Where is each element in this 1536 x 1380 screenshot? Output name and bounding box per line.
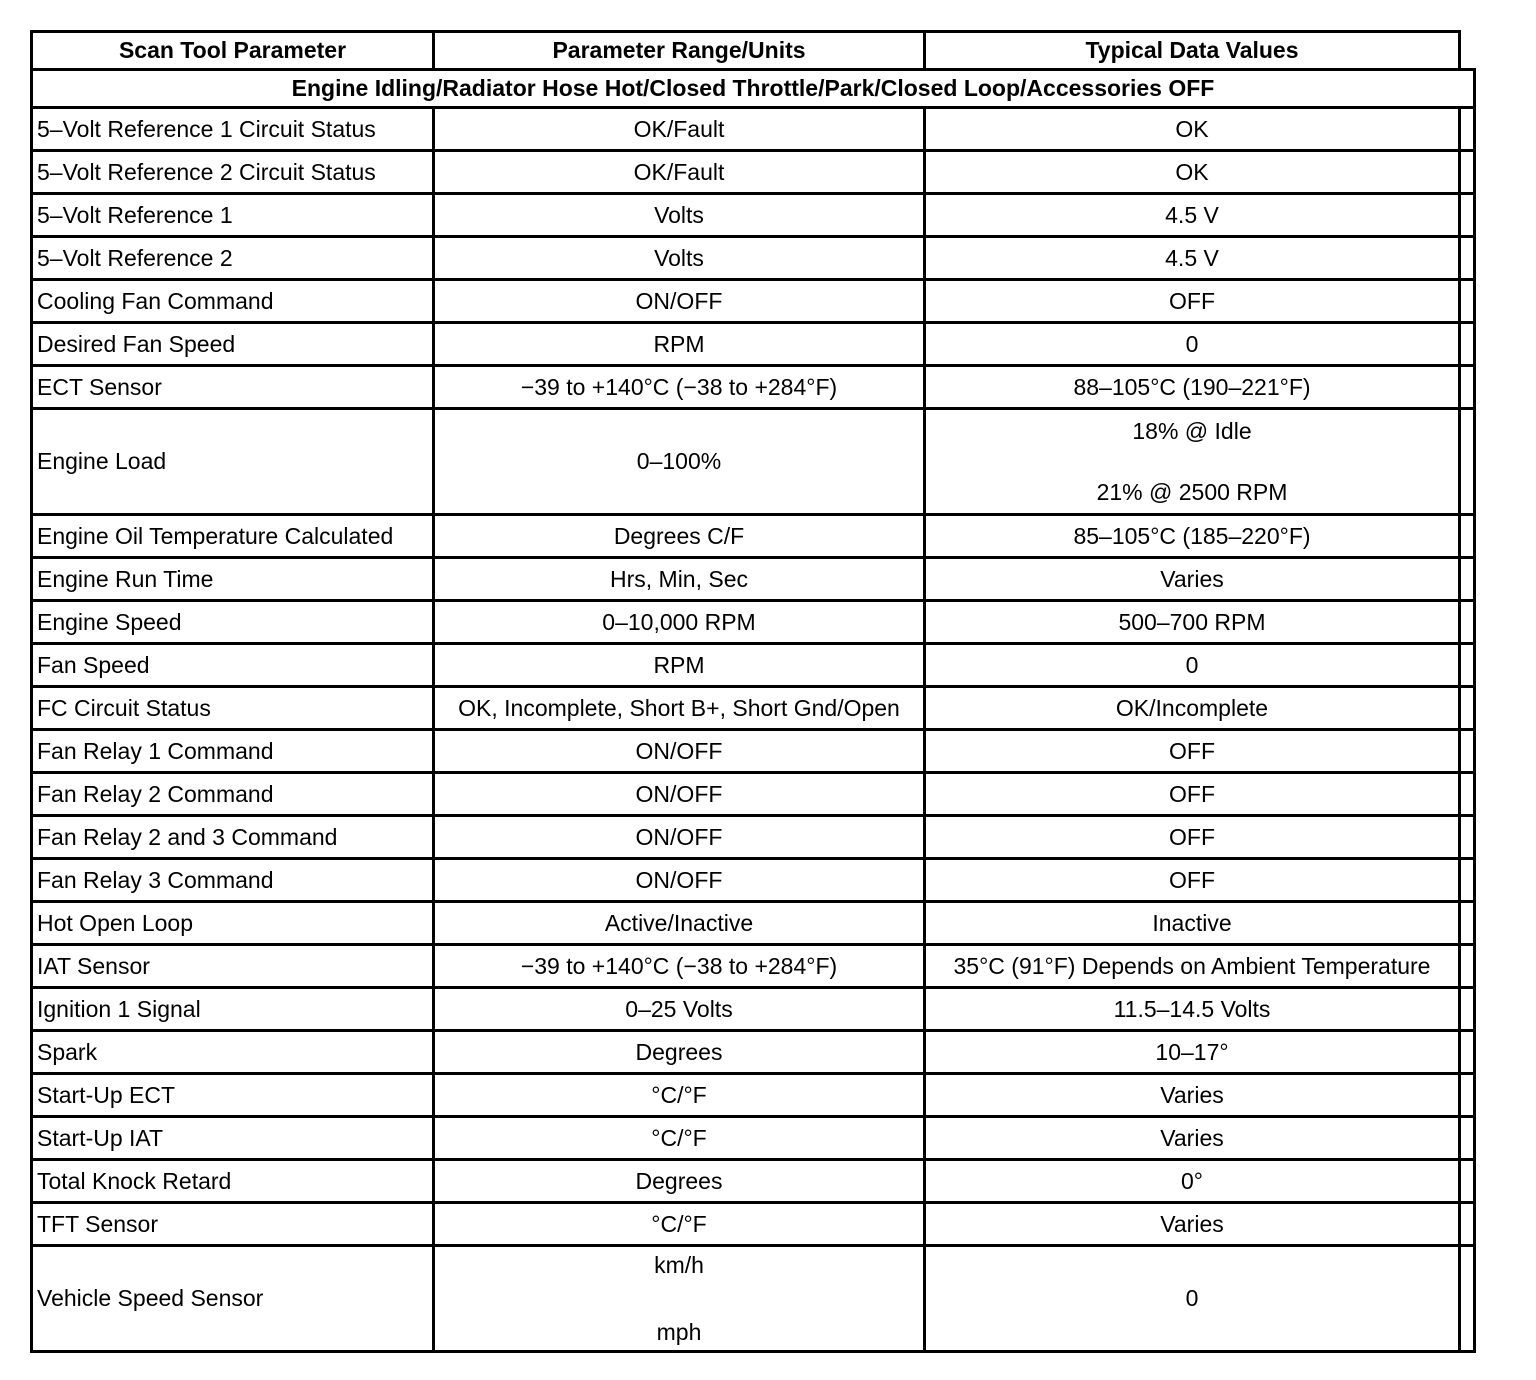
cell-spacer bbox=[1460, 108, 1475, 151]
cell-typical: OK/Incomplete bbox=[925, 687, 1460, 730]
range-line: mph bbox=[656, 1318, 702, 1345]
table-row bbox=[32, 1246, 1475, 1352]
cell-typical: OK bbox=[925, 108, 1460, 151]
table-row bbox=[32, 773, 1475, 816]
cell-range bbox=[434, 1246, 925, 1352]
table-row bbox=[32, 859, 1475, 902]
cell-range: °C/°F bbox=[434, 1117, 925, 1160]
cell-parameter: Start-Up IAT bbox=[32, 1117, 434, 1160]
condition-row bbox=[32, 70, 1475, 108]
table-row bbox=[32, 1074, 1475, 1117]
cell-parameter: Engine Load bbox=[32, 409, 434, 515]
cell-spacer bbox=[1460, 1031, 1475, 1074]
table-row bbox=[32, 409, 1475, 515]
cell-parameter: Start-Up ECT bbox=[32, 1074, 434, 1117]
cell-parameter: Spark bbox=[32, 1031, 434, 1074]
cell-range: ON/OFF bbox=[434, 280, 925, 323]
cell-spacer bbox=[1460, 1203, 1475, 1246]
cell-typical: 0 bbox=[925, 1246, 1460, 1352]
cell-spacer bbox=[1460, 730, 1475, 773]
table-row bbox=[32, 366, 1475, 409]
cell-range: RPM bbox=[434, 644, 925, 687]
cell-parameter: Fan Relay 1 Command bbox=[32, 730, 434, 773]
table-row bbox=[32, 601, 1475, 644]
cell-parameter: Fan Relay 3 Command bbox=[32, 859, 434, 902]
cell-parameter: Engine Speed bbox=[32, 601, 434, 644]
table-row bbox=[32, 1160, 1475, 1203]
cell-typical: Inactive bbox=[925, 902, 1460, 945]
cell-range: Hrs, Min, Sec bbox=[434, 558, 925, 601]
typical-multiline bbox=[926, 418, 1458, 506]
table-row bbox=[32, 151, 1475, 194]
scan-tool-data-table bbox=[30, 30, 1476, 1353]
table-row bbox=[32, 108, 1475, 151]
table-row bbox=[32, 558, 1475, 601]
cell-typical: OFF bbox=[925, 859, 1460, 902]
cell-range: Degrees C/F bbox=[434, 515, 925, 558]
cell-parameter: 5–Volt Reference 1 bbox=[32, 194, 434, 237]
cell-typical: Varies bbox=[925, 1074, 1460, 1117]
cell-spacer bbox=[1460, 988, 1475, 1031]
cell-typical: OFF bbox=[925, 773, 1460, 816]
cell-spacer bbox=[1460, 902, 1475, 945]
cell-range: OK/Fault bbox=[434, 108, 925, 151]
cell-spacer bbox=[1460, 323, 1475, 366]
range-line: km/h bbox=[654, 1251, 704, 1278]
cell-spacer bbox=[1460, 945, 1475, 988]
cell-typical bbox=[925, 409, 1460, 515]
cell-spacer bbox=[1460, 816, 1475, 859]
table-row bbox=[32, 988, 1475, 1031]
cell-typical: 85–105°C (185–220°F) bbox=[925, 515, 1460, 558]
cell-parameter: Fan Speed bbox=[32, 644, 434, 687]
table-row bbox=[32, 194, 1475, 237]
cell-range: ON/OFF bbox=[434, 773, 925, 816]
table-row bbox=[32, 280, 1475, 323]
cell-parameter: Vehicle Speed Sensor bbox=[32, 1246, 434, 1352]
cell-parameter: Engine Run Time bbox=[32, 558, 434, 601]
cell-parameter: Total Knock Retard bbox=[32, 1160, 434, 1203]
cell-parameter: IAT Sensor bbox=[32, 945, 434, 988]
table-row bbox=[32, 816, 1475, 859]
cell-parameter: ECT Sensor bbox=[32, 366, 434, 409]
cell-spacer bbox=[1460, 773, 1475, 816]
table-row bbox=[32, 1203, 1475, 1246]
cell-spacer bbox=[1460, 151, 1475, 194]
cell-range: OK/Fault bbox=[434, 151, 925, 194]
cell-range: 0–10,000 RPM bbox=[434, 601, 925, 644]
cell-spacer bbox=[1460, 515, 1475, 558]
cell-typical: OFF bbox=[925, 816, 1460, 859]
cell-range: °C/°F bbox=[434, 1074, 925, 1117]
cell-parameter: Desired Fan Speed bbox=[32, 323, 434, 366]
cell-typical: Varies bbox=[925, 558, 1460, 601]
table-row bbox=[32, 1031, 1475, 1074]
cell-typical: 10–17° bbox=[925, 1031, 1460, 1074]
cell-spacer bbox=[1460, 1074, 1475, 1117]
table-row bbox=[32, 945, 1475, 988]
cell-range: Active/Inactive bbox=[434, 902, 925, 945]
cell-range: RPM bbox=[434, 323, 925, 366]
table-row bbox=[32, 237, 1475, 280]
cell-typical: 11.5–14.5 Volts bbox=[925, 988, 1460, 1031]
cell-typical: Varies bbox=[925, 1117, 1460, 1160]
cell-typical: OFF bbox=[925, 730, 1460, 773]
cell-parameter: Ignition 1 Signal bbox=[32, 988, 434, 1031]
table-header-row bbox=[32, 32, 1475, 70]
cell-range: ON/OFF bbox=[434, 730, 925, 773]
cell-spacer bbox=[1460, 366, 1475, 409]
cell-range: Volts bbox=[434, 194, 925, 237]
cell-parameter: 5–Volt Reference 2 bbox=[32, 237, 434, 280]
cell-spacer bbox=[1460, 237, 1475, 280]
cell-range: °C/°F bbox=[434, 1203, 925, 1246]
table-row bbox=[32, 644, 1475, 687]
cell-spacer bbox=[1460, 194, 1475, 237]
header-spacer bbox=[1460, 32, 1475, 70]
cell-typical: OK bbox=[925, 151, 1460, 194]
cell-spacer bbox=[1460, 1117, 1475, 1160]
table-row bbox=[32, 515, 1475, 558]
cell-typical: 88–105°C (190–221°F) bbox=[925, 366, 1460, 409]
cell-typical: 4.5 V bbox=[925, 237, 1460, 280]
cell-parameter: 5–Volt Reference 1 Circuit Status bbox=[32, 108, 434, 151]
cell-spacer bbox=[1460, 409, 1475, 515]
cell-range: −39 to +140°C (−38 to +284°F) bbox=[434, 945, 925, 988]
cell-range: 0–100% bbox=[434, 409, 925, 515]
cell-typical: Varies bbox=[925, 1203, 1460, 1246]
cell-spacer bbox=[1460, 859, 1475, 902]
cell-typical: 0 bbox=[925, 323, 1460, 366]
cell-spacer bbox=[1460, 644, 1475, 687]
typical-line: 18% @ Idle bbox=[1132, 417, 1252, 444]
cell-parameter: Hot Open Loop bbox=[32, 902, 434, 945]
cell-spacer bbox=[1460, 687, 1475, 730]
cell-range: ON/OFF bbox=[434, 816, 925, 859]
cell-range: Volts bbox=[434, 237, 925, 280]
cell-parameter: FC Circuit Status bbox=[32, 687, 434, 730]
cell-parameter: Cooling Fan Command bbox=[32, 280, 434, 323]
cell-parameter: Engine Oil Temperature Calculated bbox=[32, 515, 434, 558]
header-range: Parameter Range/Units bbox=[434, 32, 925, 70]
cell-typical: 35°C (91°F) Depends on Ambient Temperature bbox=[925, 945, 1460, 988]
table-row bbox=[32, 730, 1475, 773]
cell-parameter: Fan Relay 2 Command bbox=[32, 773, 434, 816]
cell-range: OK, Incomplete, Short B+, Short Gnd/Open bbox=[434, 687, 925, 730]
cell-spacer bbox=[1460, 1160, 1475, 1203]
cell-range: Degrees bbox=[434, 1031, 925, 1074]
table-row bbox=[32, 902, 1475, 945]
cell-typical: OFF bbox=[925, 280, 1460, 323]
cell-range: Degrees bbox=[434, 1160, 925, 1203]
table-row bbox=[32, 1117, 1475, 1160]
cell-spacer bbox=[1460, 1246, 1475, 1352]
cell-spacer bbox=[1460, 558, 1475, 601]
typical-line: 21% @ 2500 RPM bbox=[1096, 478, 1288, 505]
cell-typical: 0 bbox=[925, 644, 1460, 687]
cell-range: 0–25 Volts bbox=[434, 988, 925, 1031]
cell-range: ON/OFF bbox=[434, 859, 925, 902]
table-row bbox=[32, 323, 1475, 366]
cell-range: −39 to +140°C (−38 to +284°F) bbox=[434, 366, 925, 409]
header-typical: Typical Data Values bbox=[925, 32, 1460, 70]
condition-text: Engine Idling/Radiator Hose Hot/Closed Throttle/Park/Closed Loop/Accessories OFF bbox=[32, 70, 1475, 108]
cell-parameter: Fan Relay 2 and 3 Command bbox=[32, 816, 434, 859]
table-row bbox=[32, 687, 1475, 730]
range-multiline bbox=[435, 1252, 923, 1346]
cell-parameter: TFT Sensor bbox=[32, 1203, 434, 1246]
cell-typical: 4.5 V bbox=[925, 194, 1460, 237]
cell-parameter: 5–Volt Reference 2 Circuit Status bbox=[32, 151, 434, 194]
header-parameter: Scan Tool Parameter bbox=[32, 32, 434, 70]
cell-spacer bbox=[1460, 601, 1475, 644]
cell-typical: 500–700 RPM bbox=[925, 601, 1460, 644]
cell-spacer bbox=[1460, 280, 1475, 323]
cell-typical: 0° bbox=[925, 1160, 1460, 1203]
